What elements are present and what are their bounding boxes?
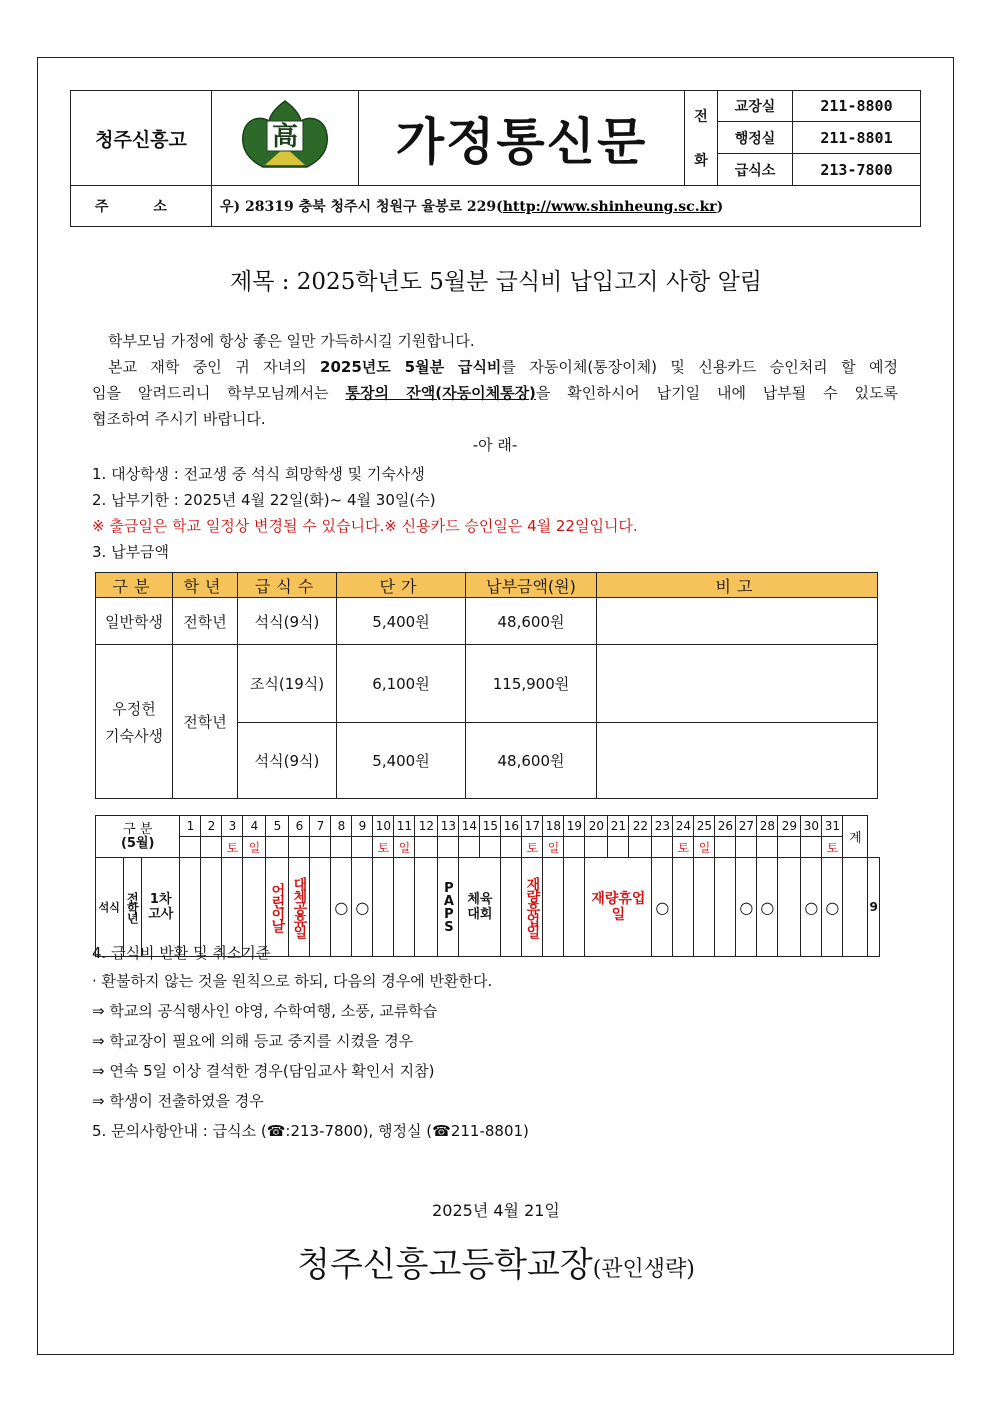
notice-heading: -아 래-: [472, 436, 518, 454]
fee-cell-dorm: [96, 645, 173, 799]
calendar-day-6: 6: [289, 816, 310, 837]
address-close: ): [716, 199, 724, 216]
fee-header-meals: 급식수: [238, 573, 337, 598]
dorm-label-1: 우정헌: [112, 699, 156, 718]
calendar-row-label-grade-text: 전학년: [125, 892, 140, 922]
calendar-weekend-17: 토: [522, 837, 543, 858]
fee-cell-remarks: [597, 723, 878, 799]
fee-header-amount: 납부금액(원): [466, 573, 597, 598]
calendar-day-1: 1: [180, 816, 201, 837]
calendar-weekend-24: 토: [673, 837, 694, 858]
calendar-day-28: 28: [757, 816, 778, 837]
calendar-empty: [331, 837, 352, 858]
fee-header-grade: 학년: [173, 573, 238, 598]
calendar-empty: [310, 837, 331, 858]
calendar-day-9: 9: [352, 816, 373, 837]
calendar-empty: [778, 837, 801, 858]
calendar-weekend-10: 토: [373, 837, 394, 858]
body-line-3a: 임을 알려드리니 학부모님께서는: [92, 384, 346, 402]
childrens-day-text: 어린이날: [269, 883, 286, 931]
greeting: 학부모님 가정에 항상 좋은 일만 가득하시길 기원합니다.: [108, 332, 475, 350]
notice-items: [92, 461, 898, 565]
refund-case: ⇒ 연속 5일 이상 결석한 경우(담임교사 확인서 지참): [92, 1062, 435, 1080]
calendar-day-15: 15: [480, 816, 501, 837]
signer: 청주신흥고등학교장: [297, 1245, 593, 1285]
letterhead: [70, 90, 921, 227]
calendar-row-label-meal: 석식: [96, 858, 124, 957]
fee-cell: 48,600원: [466, 723, 597, 799]
calendar-empty: [501, 837, 522, 858]
calendar-empty: [480, 837, 501, 858]
fee-cell: 5,400원: [337, 723, 466, 799]
calendar-meal-day-22: ○: [652, 858, 673, 957]
refund-case: ⇒ 학교장이 필요에 의해 등교 중지를 시켰을 경우: [92, 1032, 414, 1050]
calendar-day-26: 26: [715, 816, 736, 837]
calendar-empty: [459, 837, 480, 858]
paps-text: PAPS: [441, 881, 457, 933]
fee-cell-remarks: [597, 645, 878, 723]
dorm-label-2: 기숙사생: [105, 726, 163, 745]
seal-note: (관인생략): [592, 1257, 695, 1282]
phone-principal-number: 211-8800: [793, 91, 921, 122]
body-line-2: [92, 354, 898, 380]
calendar-meal-day-30: ○: [822, 858, 843, 957]
calendar-empty: [585, 837, 608, 858]
school-website-link[interactable]: http://www.shinheung.sc.kr: [502, 199, 717, 216]
signature-line: [0, 1237, 992, 1286]
phone-label: [685, 91, 718, 186]
calendar-empty: [201, 837, 222, 858]
address: [212, 186, 921, 227]
fee-cell: 6,100원: [337, 645, 466, 723]
calendar-label: [96, 816, 180, 858]
contact-info: 5. 문의사항안내 : 급식소 (☎:213-7800), 행정실 (☎211-8801): [92, 1122, 529, 1140]
body-line-4: 협조하여 주시기 바랍니다.: [92, 410, 266, 428]
calendar-day-27: 27: [736, 816, 757, 837]
calendar-weekend-3: 토: [222, 837, 243, 858]
address-label: 주 소: [71, 186, 212, 227]
calendar-empty: [608, 837, 629, 858]
calendar-meal-day-8: ○: [331, 858, 352, 957]
calendar-day-31: 31: [822, 816, 843, 837]
calendar-day-16: 16: [501, 816, 522, 837]
calendar-empty: [652, 837, 673, 858]
fee-table: [95, 572, 878, 799]
phone-admin-label: 행정실: [718, 122, 793, 153]
calendar-label-2: (5월): [120, 835, 155, 851]
calendar-day-13: 13: [438, 816, 459, 837]
item-target: 1. 대상학생 : 전교생 중 석식 희망학생 및 기숙사생: [92, 465, 425, 483]
calendar-meal-day-29: ○: [801, 858, 822, 957]
calendar-day-23: 23: [652, 816, 673, 837]
refund-principle: · 환불하지 않는 것을 원칙으로 하되, 다음의 경우에 반환한다.: [92, 972, 493, 990]
body-line-3b: 통장의 잔액(자동이체통장): [345, 384, 536, 402]
calendar-day-22: 22: [629, 816, 652, 837]
calendar-day-4: 4: [243, 816, 266, 837]
calendar-empty: [757, 837, 778, 858]
calendar-day-24: 24: [673, 816, 694, 837]
fee-cell-remarks: [597, 598, 878, 645]
address-text: 우) 28319 충북 청주시 청원구 율봉로 229(: [220, 199, 503, 216]
logo-char: 高: [271, 122, 299, 153]
calendar-day-7: 7: [310, 816, 331, 837]
calendar-empty: [736, 837, 757, 858]
calendar-day-2: 2: [201, 816, 222, 837]
calendar-empty: [352, 837, 373, 858]
calendar-day-3: 3: [222, 816, 243, 837]
calendar-total-label: 계: [843, 816, 868, 858]
calendar-weekend-18: 일: [543, 837, 564, 858]
calendar-day-5: 5: [266, 816, 289, 837]
discretionary-holiday-text: 재량휴업일: [524, 877, 541, 937]
calendar-day-8: 8: [331, 816, 352, 837]
school-logo: [212, 91, 359, 186]
fee-cell: 조식(19식): [238, 645, 337, 723]
calendar-total: 9: [868, 858, 880, 957]
table-row: [96, 598, 878, 645]
meal-calendar: [95, 815, 880, 957]
calendar-empty: [629, 837, 652, 858]
substitute-holiday-text: 대체공휴일: [291, 877, 308, 937]
fee-cell: 전학년: [173, 645, 238, 799]
withdrawal-warning: ※ 출금일은 학교 일정상 변경될 수 있습니다.※ 신용카드 승인일은 4월 22일입니다.: [92, 517, 638, 535]
calendar-day-21: 21: [608, 816, 629, 837]
phone-label-2: 화: [694, 153, 708, 170]
fee-cell: 석식(9식): [238, 723, 337, 799]
body-line-2c: 를 자동이체(통장이체) 및 신용카드 승인처리 할 예정: [501, 358, 899, 376]
refund-case: ⇒ 학생이 전출하였을 경우: [92, 1092, 264, 1110]
calendar-day-12: 12: [415, 816, 438, 837]
exam-text: 1차고사: [148, 892, 174, 922]
letter-body: [92, 328, 898, 458]
phone-cafeteria-label: 급식소: [718, 153, 793, 185]
calendar-weekend-31: 토: [822, 837, 843, 858]
calendar-day-29: 29: [778, 816, 801, 837]
school-emblem-icon: [237, 99, 333, 173]
calendar-meal-day-27: ○: [757, 858, 778, 957]
calendar-empty: [266, 837, 289, 858]
calendar-day-25: 25: [694, 816, 715, 837]
body-line-3c: 을 확인하시어 납기일 내에 납부될 수 있도록: [535, 384, 898, 402]
calendar-empty: [180, 837, 201, 858]
calendar-label-1: 구 분: [123, 821, 153, 837]
calendar-meal-day-9: ○: [352, 858, 373, 957]
fee-cell: 48,600원: [466, 598, 597, 645]
phone-admin-number: 211-8801: [793, 122, 921, 153]
calendar-day-14: 14: [459, 816, 480, 837]
calendar-meal-day-26: ○: [736, 858, 757, 957]
sports-day-text: 체육대회: [467, 892, 493, 922]
calendar-day-19: 19: [564, 816, 585, 837]
item-amount: 3. 납부금액: [92, 543, 170, 561]
subject-title: 제목 : 2025학년도 5월분 급식비 납입고지 사항 알림: [229, 269, 763, 295]
calendar-day-11: 11: [394, 816, 415, 837]
calendar-empty: [289, 837, 310, 858]
body-line-2a: 본교 재학 중인 귀 자녀의: [108, 358, 321, 376]
fee-cell: 일반학생: [96, 598, 173, 645]
body-line-3: [92, 380, 898, 406]
calendar-day-17: 17: [522, 816, 543, 837]
calendar-empty: [438, 837, 459, 858]
calendar-day-18: 18: [543, 816, 564, 837]
calendar-empty: [801, 837, 822, 858]
calendar-weekend-11: 일: [394, 837, 415, 858]
fee-header-price: 단가: [337, 573, 466, 598]
calendar-day-10: 10: [373, 816, 394, 837]
refund-case: ⇒ 학교의 공식행사인 야영, 수학여행, 소풍, 교류학습: [92, 1002, 438, 1020]
phone-label-1: 전: [694, 109, 708, 126]
calendar-empty: [415, 837, 438, 858]
phone-cafeteria-number: 213-7800: [793, 153, 921, 185]
document-title: 가정통신문: [359, 91, 685, 186]
fee-cell: 전학년: [173, 598, 238, 645]
fee-header-category: 구분: [96, 573, 173, 598]
calendar-day-30: 30: [801, 816, 822, 837]
fee-header-remarks: 비고: [597, 573, 878, 598]
fee-cell: 석식(9식): [238, 598, 337, 645]
item-deadline: 2. 납부기한 : 2025년 4월 22일(화)~ 4월 30일(수): [92, 491, 436, 509]
table-row: [96, 645, 878, 723]
refund-section: [92, 940, 898, 1146]
refund-title: 4. 급식비 반환 및 취소기준: [92, 944, 271, 962]
fee-cell: 5,400원: [337, 598, 466, 645]
calendar-weekend-4: 일: [243, 837, 266, 858]
calendar-empty: [564, 837, 585, 858]
phone-principal-label: 교장실: [718, 91, 793, 122]
calendar-empty: [715, 837, 736, 858]
calendar-weekend-25: 일: [694, 837, 715, 858]
fee-cell: 115,900원: [466, 645, 597, 723]
body-line-2b: 2025년도 5월분 급식비: [320, 358, 502, 376]
issue-date: 2025년 4월 21일: [432, 1201, 560, 1220]
calendar-day-20: 20: [585, 816, 608, 837]
school-name: 청주신흥고: [71, 91, 212, 186]
discretionary-holiday-text: 재량휴업일: [591, 891, 646, 923]
